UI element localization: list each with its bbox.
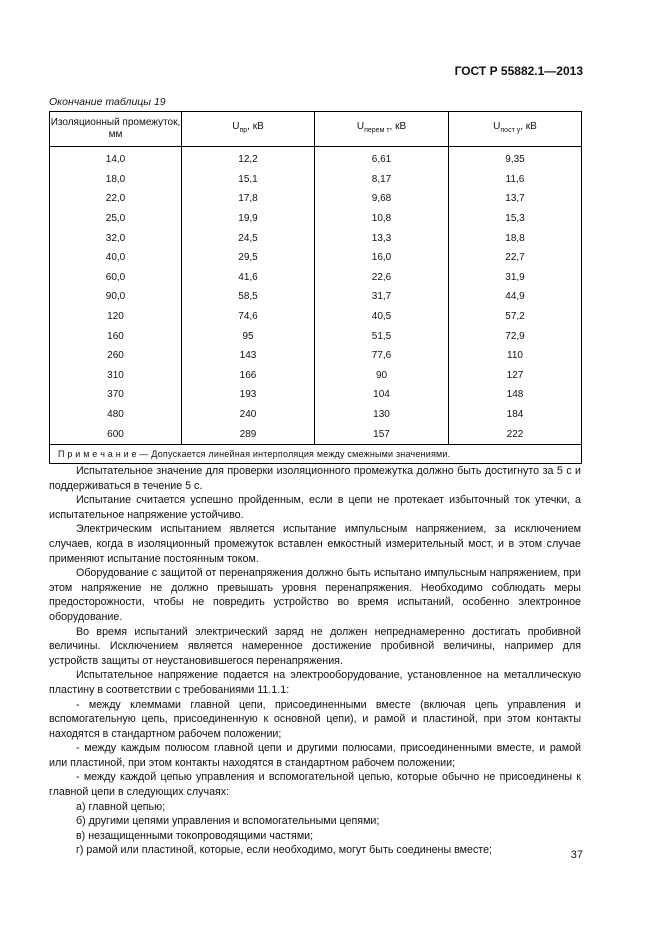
list-item: а) главной цепью;: [76, 800, 166, 813]
table-cell: 25,0: [50, 209, 182, 229]
table-row: [50, 405, 582, 425]
column-header-u-ac: $U_{перем т}$, кВ: [315, 112, 449, 147]
table-cell: 143: [182, 346, 315, 366]
table-cell: 9,35: [449, 147, 582, 170]
table-row: [50, 424, 582, 444]
paragraph: - между каждой цепью управления и вспомогательной цепью, которые обычно не присоединены к главной цепи в следующих случаях:: [49, 771, 581, 799]
table-cell: 17,8: [182, 189, 315, 209]
table-row: [50, 248, 582, 268]
table-note: П р и м е ч а н и е — Допускается линейная интерполяция между смежными значениями.: [50, 444, 582, 463]
table-cell: 260: [50, 346, 182, 366]
list-item: г) рамой или пластиной, которые, если необходимо, могут быть соединены вместе;: [76, 844, 492, 857]
table-row: [50, 170, 582, 190]
document-code: ГОСТ Р 55882.1—2013: [454, 64, 583, 78]
paragraph: Испытательное напряжение подается на электрооборудование, установленное на металлическую пластину в соответствии с требованиями 11.1.1:: [49, 669, 581, 696]
table-row: [50, 228, 582, 248]
table-cell: 600: [50, 424, 182, 444]
table-cell: 90: [315, 366, 449, 386]
table-caption: Окончание таблицы 19: [49, 96, 166, 108]
paragraph: - между каждым полюсом главной цепи и другими полюсами, присоединенными вместе, и рамой или пластиной, при этом контакты находятся в стандартном рабочем положении;: [49, 742, 581, 769]
table-cell: 32,0: [50, 228, 182, 248]
table-cell: 19,9: [182, 209, 315, 229]
table-cell: 22,0: [50, 189, 182, 209]
table-cell: 10,8: [315, 209, 449, 229]
paragraph: Оборудование с защитой от перенапряжения должно быть испытано импульсным напряжением, при этом напряжение не должно превышать уровня перенапряжения. Необходимо соблюдать меры предосторожности, чтобы не повредить устройство во время испытаний, особенно электронное оборудование.: [49, 567, 581, 623]
table-cell: 166: [182, 366, 315, 386]
table-cell: 13,7: [449, 189, 582, 209]
table-row: [50, 326, 582, 346]
table-cell: 15,3: [449, 209, 582, 229]
table-cell: 31,7: [315, 287, 449, 307]
table-cell: 18,8: [449, 228, 582, 248]
table-cell: 104: [315, 385, 449, 405]
table-cell: 41,6: [182, 268, 315, 288]
table-row: [50, 189, 582, 209]
table-cell: 22,7: [449, 248, 582, 268]
table-cell: 77,6: [315, 346, 449, 366]
column-header-u-dc: $U_{пост у}$, кВ: [449, 112, 582, 147]
table-row: [50, 147, 582, 170]
table-cell: 160: [50, 326, 182, 346]
table-cell: 16,0: [315, 248, 449, 268]
table-cell: 40,0: [50, 248, 182, 268]
table-body: [50, 147, 582, 445]
table-cell: 13,3: [315, 228, 449, 248]
list-item: б) другими цепями управления и вспомогательными цепями;: [76, 815, 380, 828]
table-header-row: [50, 112, 582, 147]
table-cell: 120: [50, 307, 182, 327]
table-cell: 58,5: [182, 287, 315, 307]
table-cell: 289: [182, 424, 315, 444]
table-cell: 40,5: [315, 307, 449, 327]
column-header-gap: Изоляционный промежуток, мм: [50, 112, 182, 147]
table-cell: 240: [182, 405, 315, 425]
table-cell: 193: [182, 385, 315, 405]
table-row: [50, 268, 582, 288]
table-cell: 57,2: [449, 307, 582, 327]
table-row: [50, 287, 582, 307]
table-cell: 8,17: [315, 170, 449, 190]
table-cell: 22,6: [315, 268, 449, 288]
table-cell: 110: [449, 346, 582, 366]
table-cell: 18,0: [50, 170, 182, 190]
table-cell: 222: [449, 424, 582, 444]
body-text: [49, 464, 581, 858]
table-cell: 370: [50, 385, 182, 405]
table-cell: 130: [315, 405, 449, 425]
table-cell: 14,0: [50, 147, 182, 170]
table-cell: 60,0: [50, 268, 182, 288]
table-cell: 148: [449, 385, 582, 405]
table-cell: 15,1: [182, 170, 315, 190]
table-cell: 127: [449, 366, 582, 386]
paragraph: - между клеммами главной цепи, присоединенными вместе (включая цепь управления и вспомогательную цепь, присоединенную к основной цепи), и рамой и пластиной, при этом контакты находятся в стандартном рабочем положении;: [49, 698, 581, 740]
paragraph: Испытательное значение для проверки изоляционного промежутка должно быть достигнуто за 5 с и поддерживаться в течение 5 с.: [49, 465, 581, 492]
page-number: 37: [570, 849, 583, 861]
table-cell: 9,68: [315, 189, 449, 209]
table-cell: 90,0: [50, 287, 182, 307]
table-note-row: [50, 444, 582, 463]
table-row: [50, 346, 582, 366]
table-cell: 31,9: [449, 268, 582, 288]
table-cell: 72,9: [449, 326, 582, 346]
table-cell: 74,6: [182, 307, 315, 327]
column-header-u-pr: $U_{пр}$, кВ: [182, 112, 315, 147]
paragraph: Электрическим испытанием является испытание импульсным напряжением, за исключением случаев, когда в изоляционный промежуток вставлен емкостный измерительный мост, и в этом случае применяют испытание постоянным током.: [49, 523, 581, 565]
table-row: [50, 307, 582, 327]
table-row: [50, 385, 582, 405]
paragraph: Испытание считается успешно пройденным, если в цепи не протекает избыточный ток утечки, а испытательное напряжение устойчиво.: [49, 494, 581, 521]
table-row: [50, 209, 582, 229]
table-cell: 95: [182, 326, 315, 346]
table-cell: 44,9: [449, 287, 582, 307]
table-cell: 51,5: [315, 326, 449, 346]
table-cell: 12,2: [182, 147, 315, 170]
paragraph: Во время испытаний электрический заряд не должен непреднамеренно достигать пробивной величины. Исключением является намеренное достижение пробивной величины, например для устройств защиты от неустановившегося перенапряжения.: [49, 625, 581, 667]
table-cell: 184: [449, 405, 582, 425]
table-cell: 6,61: [315, 147, 449, 170]
table-cell: 11,6: [449, 170, 582, 190]
data-table: [49, 111, 582, 464]
table-cell: 29,5: [182, 248, 315, 268]
table-row: [50, 366, 582, 386]
table-cell: 157: [315, 424, 449, 444]
table-cell: 310: [50, 366, 182, 386]
table-cell: 24,5: [182, 228, 315, 248]
table-cell: 480: [50, 405, 182, 425]
list-item: в) незащищенными токопроводящими частями;: [76, 829, 314, 842]
